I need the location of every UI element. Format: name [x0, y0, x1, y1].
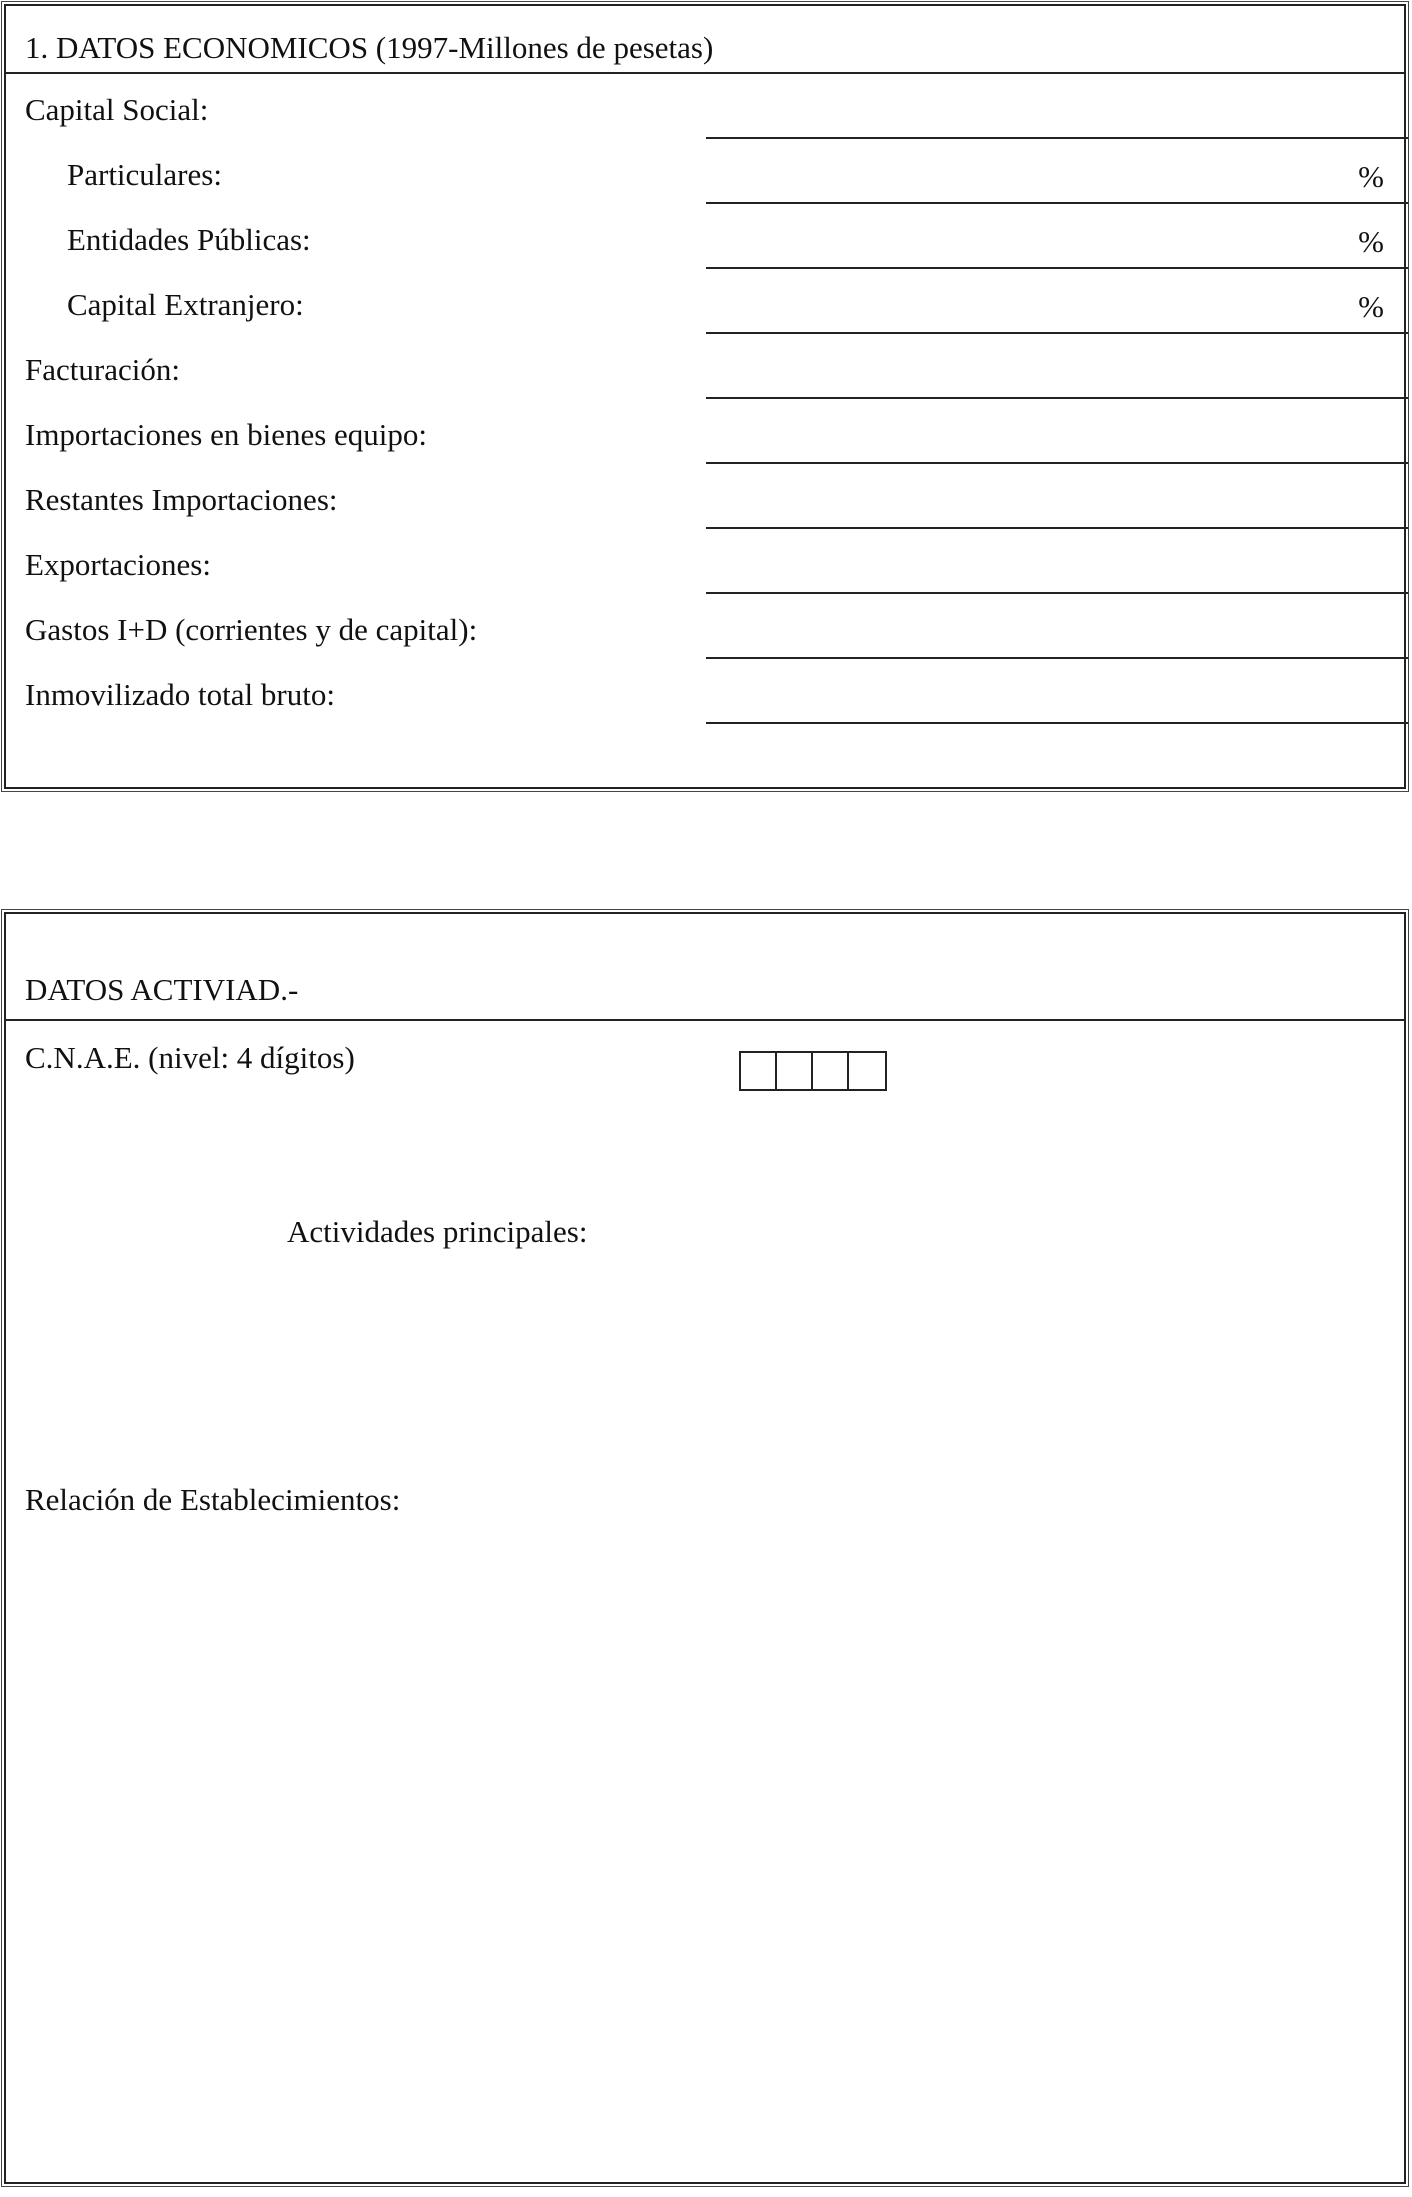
gastos-id-label: Gastos I+D (corrientes y de capital): [25, 612, 478, 647]
inmovilizado-total-bruto-label: Inmovilizado total bruto: [25, 677, 335, 712]
capital-social-field[interactable] [706, 137, 1408, 139]
title-divider [6, 72, 1404, 74]
entidades-publicas-field[interactable] [706, 267, 1408, 269]
economic-section-title: 1. DATOS ECONOMICOS (1997-Millones de pesetas) [25, 30, 714, 65]
facturacion-field[interactable] [706, 397, 1408, 399]
cnae-digit-cell[interactable] [849, 1053, 885, 1089]
entidades-publicas-label: Entidades Públicas: [67, 222, 311, 257]
establishments-label: Relación de Establecimientos: [25, 1482, 401, 1517]
economic-data-box [4, 4, 1406, 789]
capital-extranjero-field[interactable] [706, 332, 1408, 334]
restantes-importaciones-field[interactable] [706, 527, 1408, 529]
cnae-label: C.N.A.E. (nivel: 4 dígitos) [25, 1040, 355, 1075]
activity-data-box [4, 912, 1406, 2184]
cnae-digit-boxes[interactable] [739, 1051, 887, 1091]
capital-extranjero-percent-symbol: % [1358, 289, 1384, 324]
activity-title-divider [6, 1019, 1404, 1021]
exportaciones-field[interactable] [706, 592, 1408, 594]
activity-section-title: DATOS ACTIVIAD.- [25, 972, 299, 1007]
main-activities-label: Actividades principales: [287, 1214, 588, 1249]
importaciones-bienes-equipo-label: Importaciones en bienes equipo: [25, 417, 428, 452]
importaciones-bienes-equipo-field[interactable] [706, 462, 1408, 464]
cnae-digit-cell[interactable] [813, 1053, 849, 1089]
particulares-percent-symbol: % [1358, 159, 1384, 194]
capital-extranjero-label: Capital Extranjero: [67, 287, 304, 322]
particulares-field[interactable] [706, 202, 1408, 204]
exportaciones-label: Exportaciones: [25, 547, 211, 582]
cnae-digit-cell[interactable] [741, 1053, 777, 1089]
inmovilizado-total-bruto-field[interactable] [706, 722, 1408, 724]
capital-social-label: Capital Social: [25, 92, 209, 127]
particulares-label: Particulares: [67, 157, 222, 192]
gastos-id-field[interactable] [706, 657, 1408, 659]
restantes-importaciones-label: Restantes Importaciones: [25, 482, 338, 517]
entidades-publicas-percent-symbol: % [1358, 224, 1384, 259]
facturacion-label: Facturación: [25, 352, 180, 387]
cnae-digit-cell[interactable] [777, 1053, 813, 1089]
